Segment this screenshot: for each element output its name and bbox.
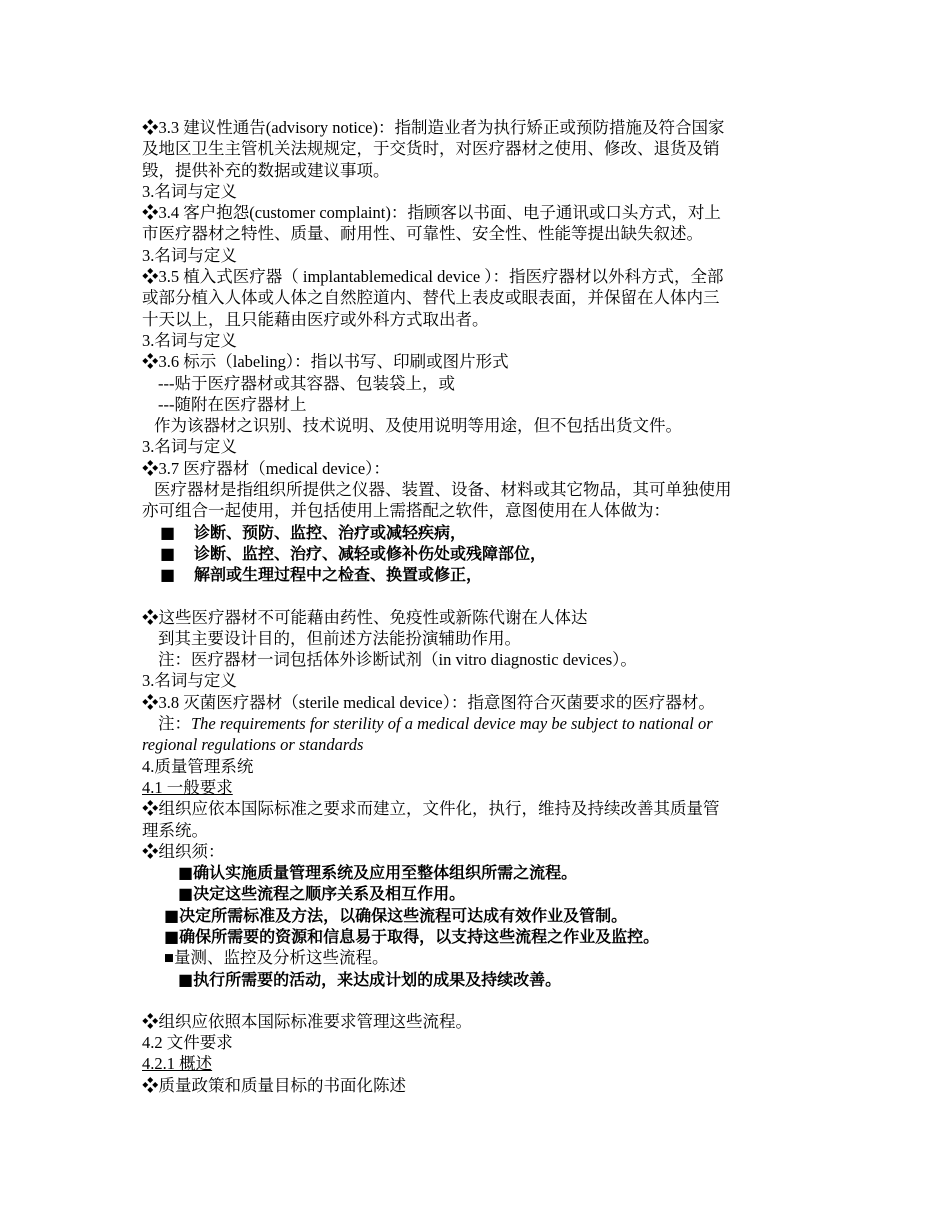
definition-3-6-item: ---随附在医疗器材上 xyxy=(158,394,307,414)
requirement-intro-line1: ❖组织应依本国际标准之要求而建立，文件化，执行，维持及持续改善其质量管 xyxy=(142,799,720,819)
bullet-square-icon: ■ xyxy=(160,565,176,585)
requirement-item: ■决定这些流程之顺序关系及相互作用。 xyxy=(178,884,466,904)
process-management-statement: ❖组织应依照本国际标准要求管理这些流程。 xyxy=(142,1011,472,1031)
section-4-2-1-heading: 4.2.1 概述 xyxy=(142,1054,213,1074)
bullet-square-icon: ■ xyxy=(160,522,176,542)
section-heading: 3.名词与定义 xyxy=(142,245,237,265)
definition-3-6-title: ❖3.6 标示（labeling）：指以书写、印刷或图片形式 xyxy=(142,352,509,372)
requirement-item: ■量测、监控及分析这些流程。 xyxy=(164,948,389,968)
definition-3-8-title: ❖3.8 灭菌医疗器材（sterile medical device）：指意图符合灭菌要求的医疗器材。 xyxy=(142,692,715,712)
definition-3-8-note-line1: 注：The requirements for sterility of a medical device may be subject to national or xyxy=(158,714,713,734)
definition-3-3-line3: 毁，提供补充的数据或建议事项。 xyxy=(142,160,390,180)
definition-3-7-extra-line2: 到其主要设计目的，但前述方法能扮演辅助作用。 xyxy=(158,628,521,648)
requirement-item: ■确认实施质量管理系统及应用至整体组织所需之流程。 xyxy=(178,863,578,883)
section-4-2-heading: 4.2 文件要求 xyxy=(142,1033,233,1053)
requirement-intro-line2: 理系统。 xyxy=(142,820,208,840)
document-page xyxy=(142,117,822,1096)
section-heading: 3.名词与定义 xyxy=(142,437,237,457)
definition-3-6-item: ---贴于医疗器材或其容器、包装袋上，或 xyxy=(158,373,455,393)
definition-3-6-note: 作为该器材之识别、技术说明、及使用说明等用途，但不包括出货文件。 xyxy=(154,416,682,436)
section-heading: 3.名词与定义 xyxy=(142,330,237,350)
definition-3-7-title: ❖3.7 医疗器材（medical device）： xyxy=(142,458,390,478)
requirement-item: ■决定所需标准及方法，以确保这些流程可达成有效作业及管制。 xyxy=(164,905,628,925)
list-item: ■ 诊断、监控、治疗、减轻或修补伤处或残障部位， xyxy=(160,543,547,563)
definition-3-3-line1: ❖3.3 建议性通告(advisory notice)：指制造业者为执行矫正或预防措施及符合国家 xyxy=(142,118,725,137)
bullet-square-icon: ■ xyxy=(160,543,176,563)
definition-3-4-line1: ❖3.4 客户抱怨(customer complaint)：指顾客以书面、电子通讯或口头方式，对上 xyxy=(142,203,721,223)
section-4-heading: 4.质量管理系统 xyxy=(142,756,254,776)
section-heading: 3.名词与定义 xyxy=(142,181,237,201)
definition-3-7-extra-line1: ❖这些医疗器材不可能藉由药性、免疫性或新陈代谢在人体达 xyxy=(142,607,588,627)
definition-3-5-line3: 十天以上，且只能藉由医疗或外科方式取出者。 xyxy=(142,309,489,329)
definition-3-5-line1: ❖3.5 植入式医疗器（ implantablemedical device ）：指医疗器材以外科方式，全部 xyxy=(142,267,724,287)
definition-3-4-line2: 市医疗器材之特性、质量、耐用性、可靠性、安全性、性能等提出缺失叙述。 xyxy=(142,224,703,244)
organization-must-label: ❖组织须： xyxy=(142,841,225,861)
requirement-item: ■执行所需要的活动，来达成计划的成果及持续改善。 xyxy=(178,969,562,989)
definition-3-5-line2: 或部分植入人体或人体之自然腔道内、替代上表皮或眼表面，并保留在人体内三 xyxy=(142,288,720,308)
definition-3-7-body-line1: 医疗器材是指组织所提供之仪器、装置、设备、材料或其它物品，其可单独使用 xyxy=(154,480,732,500)
requirement-item: ■确保所需要的资源和信息易于取得，以支持这些流程之作业及监控。 xyxy=(164,926,660,946)
section-heading: 3.名词与定义 xyxy=(142,671,237,691)
list-item: ■ 解剖或生理过程中之检查、换置或修正， xyxy=(160,565,483,585)
definition-3-8-note-line2: regional regulations or standards xyxy=(142,735,364,755)
definition-3-3-line2: 及地区卫生主管机关法规规定，于交货时，对医疗器材之使用、修改、退货及销 xyxy=(142,139,720,159)
definition-3-7-body-line2: 亦可组合一起使用，并包括使用上需搭配之软件，意图使用在人体做为： xyxy=(142,501,670,521)
section-4-1-heading: 4.1 一般要求 xyxy=(142,777,233,797)
quality-policy-statement: ❖质量政策和质量目标的书面化陈述 xyxy=(142,1075,406,1095)
definition-3-7-note: 注：医疗器材一词包括体外诊断试剂（in vitro diagnostic devices）。 xyxy=(158,650,637,670)
list-item: ■ 诊断、预防、监控、治疗或减轻疾病， xyxy=(160,522,467,542)
